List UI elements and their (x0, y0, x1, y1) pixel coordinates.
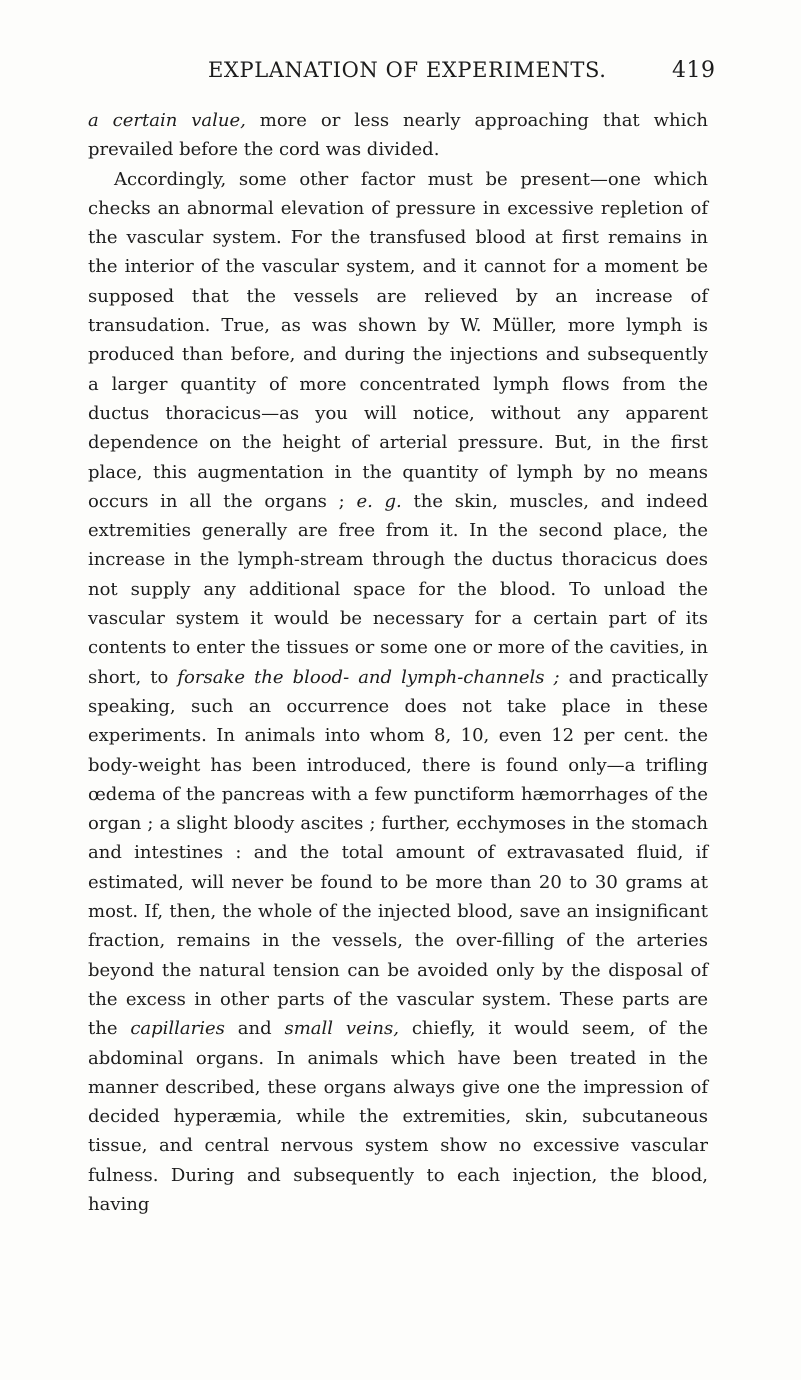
running-head (0, 58, 801, 98)
text-run: forsake the blood- and lymph-channels ; (177, 666, 560, 688)
text-run: Accordingly, some other factor must be present—one which checks an abnormal elevation of pressure in excessive repletion of the vascular system. For the transfused blood at first remains in the interior of the vascular system, and it cannot for a moment be supposed that the vessels are relieved by an increase of transudation. True, as was shown by W. Müller, more lymph is produced than before, and during the injections and subsequently a larger quantity of more concentrated lymph flows from the ductus thoracicus—as you will notice, without any apparent dependence on the height of arterial pressure. But, in the first place, this augmentation in the quantity of lymph by no means occurs in all the organs ; (88, 168, 708, 512)
paragraph-2 (88, 165, 708, 1220)
running-title: EXPLANATION OF EXPERIMENTS. (208, 58, 607, 82)
text-run: and (224, 1018, 285, 1040)
body-text (88, 106, 708, 1219)
text-run: small veins, (284, 1018, 399, 1040)
text-run: more or less nearly approaching that which prevailed before the cord was divided. (88, 110, 709, 161)
text-run: and practically speaking, such an occurrence does not take place in these experiments. In animals into whom 8, 10, even 12 per cent. the body-weight has been introduced, there is found only—a trifling œdema of the pancreas with a few punctiform hæmorrhages of the organ ; a slight bloody ascites ; further, ecchymoses in the stomach and intestines : and the total amount of extravasated fluid, if estimated, will never be found to be more than 20 to 30 grams at most. If, then, the whole of the injected blood, save an insignificant fraction, remains in the vessels, the over-filling of the arteries beyond the natural tension can be avoided only by the disposal of the excess in other parts of the vascular system. These parts are the (88, 666, 708, 1040)
text-run: chiefly, it would seem, of the abdominal organs. In animals which have been treated in the manner described, these organs always give one the impression of decided hyperæmia, while the extremities, skin, subcutaneous tissue, and central nervous system show no excessive vascular fulness. During and subsequently to each injection, the blood, having (88, 1018, 709, 1215)
text-run: e. g. (356, 490, 402, 512)
text-run: a certain value, (88, 110, 246, 131)
paragraph-1 (88, 106, 708, 165)
text-run: capillaries (130, 1018, 225, 1040)
page-number: 419 (672, 58, 716, 83)
text-run: the skin, muscles, and indeed extremities generally are free from it. In the second place, the increase in the lymph-stream through the ductus thoracicus does not supply any additional space for the blood. To unload the vascular system it would be necessary for a certain part of its contents to enter the tissues or some one or more of the cavities, in short, to (88, 490, 708, 688)
